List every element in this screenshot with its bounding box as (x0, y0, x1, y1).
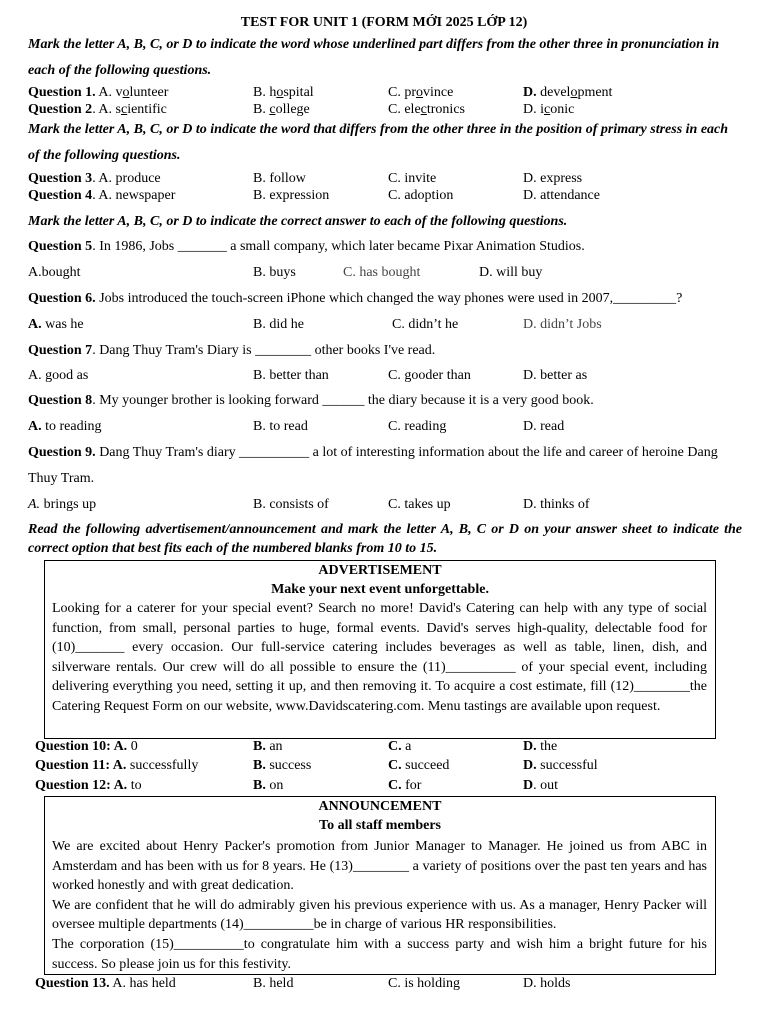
q3-option-a: Question 3. A. produce (28, 171, 161, 186)
section1-instruction: Mark the letter A, B, C, or D to indicate the word whose underlined part differs from the other three in pronunciation in each of the following questions. (28, 37, 720, 78)
announcement-subheading: To all staff members (319, 818, 441, 833)
page-title: TEST FOR UNIT 1 (FORM MỚI 2025 LỚP 12) (240, 15, 528, 30)
section4-instruction: Read the following advertisement/announcement and mark the letter A, B, C or D on your answer sheet to indicate the correct option that best fits each of the numbered blanks from 10 to 15. (28, 522, 742, 556)
q11-option-a: Question 11: A. successfully (35, 758, 199, 773)
q5-stem: Question 5. In 1986, Jobs _______ a small company, which later became Pixar Animation Studios. (28, 239, 585, 254)
q12-option-d: D. out (523, 778, 559, 793)
q9-stem: Question 9. Dang Thuy Tram's diary __________ a lot of interesting information about the life and career of heroine Dang (28, 445, 718, 460)
q4-option-a: Question 4. A. newspaper (28, 188, 176, 203)
q4-option-d: D. attendance (523, 188, 600, 203)
announcement-box (44, 796, 716, 975)
q8-option-c: C. reading (388, 419, 447, 434)
q9-option-d: D. thinks of (523, 497, 590, 512)
q12-option-b: B. on (253, 778, 284, 793)
q2-option-b: B. college (253, 102, 310, 117)
q11-option-d: D. successful (523, 758, 598, 773)
advertisement-box (44, 560, 716, 739)
q7-option-c: C. gooder than (388, 368, 471, 383)
q3-option-c: C. invite (388, 171, 437, 186)
q1-option-a: Question 1. A. volunteer (28, 85, 169, 100)
q13-option-a: Question 13. A. has held (35, 976, 176, 991)
q10-option-c: C. a (388, 739, 412, 754)
q7-option-a: A. good as (28, 368, 89, 383)
q6-option-b: B. did he (253, 317, 304, 332)
q3-option-d: D. express (523, 171, 583, 186)
q10-option-a: Question 10: A. 0 (35, 739, 138, 754)
q8-option-b: B. to read (253, 419, 308, 434)
q5-option-c: C. has bought (343, 265, 421, 280)
q8-option-d: D. read (523, 419, 565, 434)
q1-option-b: B. hospital (253, 85, 314, 100)
announcement-paragraph-3: The corporation (15)__________to congratulate him with a success party and wish him a bright future for his success. So please join us for this festivity. (52, 936, 707, 972)
q12-option-a: Question 12: A. to (35, 778, 142, 793)
section2-instruction: Mark the letter A, B, C, or D to indicate the word that differs from the other three in the position of primary stress in each of the following questions. (28, 122, 729, 163)
q1-option-d: D. development (523, 85, 613, 100)
q5-option-a: A.bought (28, 265, 81, 280)
q6-option-c: C. didn’t he (392, 317, 459, 332)
q4-option-c: C. adoption (388, 188, 454, 203)
q9-option-a: A. brings up (28, 497, 97, 512)
q9-option-b: B. consists of (253, 497, 329, 512)
q13-option-c: C. is holding (388, 976, 460, 991)
announcement-heading: ANNOUNCEMENT (318, 799, 442, 814)
q6-stem: Question 6. Jobs introduced the touch-screen iPhone which changed the way phones were used in 2007,_________? (28, 291, 683, 306)
q12-option-c: C. for (388, 778, 422, 793)
q8-stem: Question 8. My younger brother is looking forward ______ the diary because it is a very good book. (28, 393, 594, 408)
q2-option-c: C. electronics (388, 102, 465, 117)
q8-option-a: A. to reading (28, 419, 102, 434)
q9-stem-cont: Thuy Tram. (28, 471, 95, 486)
q7-option-d: D. better as (523, 368, 588, 383)
q5-option-d: D. will buy (479, 265, 543, 280)
q2-option-a: Question 2. A. scientific (28, 102, 167, 117)
announcement-paragraph-2: We are confident that he will do admirably given his previous experience with us. As a manager, Henry Packer will oversee multiple departments (14)__________be in charge of various HR responsibilities. (52, 897, 707, 933)
q7-option-b: B. better than (253, 368, 329, 383)
q7-stem: Question 7. Dang Thuy Tram's Diary is ________ other books I've read. (28, 343, 436, 358)
q2-option-d: D. iconic (523, 102, 575, 117)
advertisement-subheading: Make your next event unforgettable. (271, 582, 489, 597)
q6-option-a: A. was he (28, 317, 84, 332)
q11-option-c: C. succeed (388, 758, 450, 773)
q3-option-b: B. follow (253, 171, 306, 186)
q5-option-b: B. buys (253, 265, 296, 280)
q4-option-b: B. expression (253, 188, 330, 203)
q10-option-d: D. the (523, 739, 558, 754)
q9-option-c: C. takes up (388, 497, 451, 512)
advertisement-body: Looking for a caterer for your special event? Search no more! David's Catering can help with any type of social function, from small, personal parties to huge, formal events. David's serves high-quality, delectable food for (10)_______ every occasion. Our full-service catering includes beverages as well as table, linen, dish, and silverware rentals. Our crew will do all possible to ensure the (11)__________ of your special event, including delivering everything you need, setting it up, and then removing it. To acquire a cost estimate, fill (12)________the Catering Request Form on our website, www.Davidscatering.com. Menu tastings are available upon request. (52, 601, 707, 714)
q11-option-b: B. success (253, 758, 312, 773)
announcement-paragraph-1: We are excited about Henry Packer's promotion from Junior Manager to Manager. He joined us from ABC in Amsterdam and has been with us for 8 years. He (13)________ a variety of positions over the past ten years and has worked honestly and with great dedication. (52, 839, 707, 894)
advertisement-heading: ADVERTISEMENT (318, 563, 442, 578)
q6-option-d: D. didn’t Jobs (523, 317, 602, 332)
q10-option-b: B. an (253, 739, 283, 754)
q13-option-d: D. holds (523, 976, 571, 991)
section3-instruction: Mark the letter A, B, C, or D to indicate the correct answer to each of the following questions. (28, 214, 568, 229)
q1-option-c: C. province (388, 85, 454, 100)
q13-option-b: B. held (253, 976, 294, 991)
